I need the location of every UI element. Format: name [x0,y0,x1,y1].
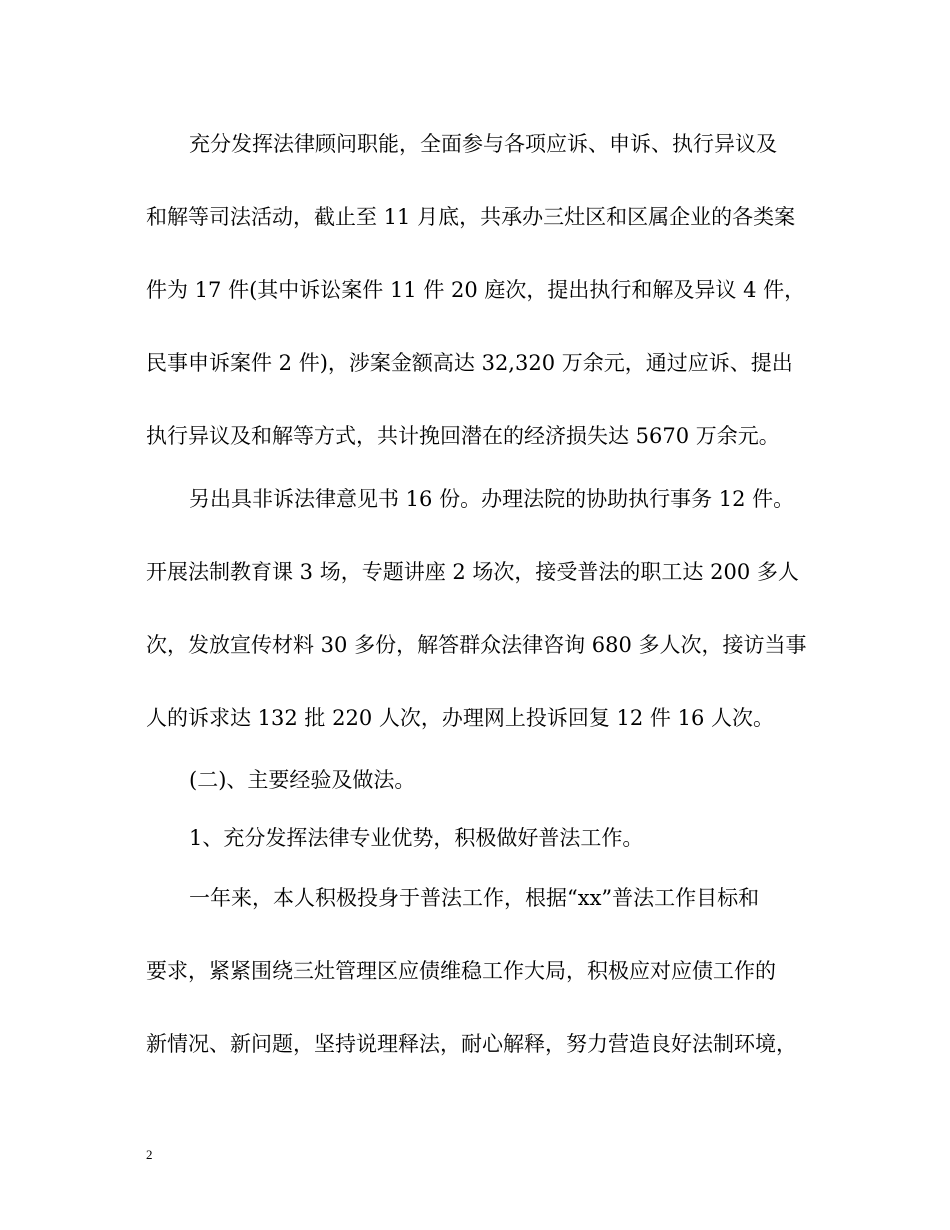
paragraph-line: 要求，紧紧围绕三灶管理区应债维稳工作大局，积极应对应债工作的 [146,959,776,983]
paragraph-line: 新情况、新问题，坚持说理释法，耐心解释，努力营造良好法制环境， [146,1032,797,1056]
paragraph-line: 一年来，本人积极投身于普法工作，根据“xx”普法工作目标和 [189,886,760,910]
paragraph-line: 民事申诉案件 2 件)，涉案金额高达 32,320 万余元，通过应诉、提出 [146,351,793,375]
page-number: 2 [146,1147,153,1162]
paragraph-line: 次，发放宣传材料 30 多份，解答群众法律咨询 680 多人次，接访当事 [146,633,807,657]
paragraph-line: 另出具非诉法律意见书 16 份。办理法院的协助执行事务 12 件。 [189,487,795,511]
paragraph-line: 开展法制教育课 3 场，专题讲座 2 场次，接受普法的职工达 200 多人 [146,560,799,584]
paragraph-line: 充分发挥法律顾问职能，全面参与各项应诉、申诉、执行异议及 [189,132,777,156]
paragraph-line: 人的诉求达 132 批 220 人次，办理网上投诉回复 12 件 16 人次。 [146,706,775,730]
subsection-heading: 1、充分发挥法律专业优势，积极做好普法工作。 [189,826,644,850]
paragraph-line: 和解等司法活动，截止至 11 月底，共承办三灶区和区属企业的各类案 [146,205,796,229]
paragraph-line: 执行异议及和解等方式，共计挽回潜在的经济损失达 5670 万余元。 [146,424,780,448]
paragraph-line: 件为 17 件(其中诉讼案件 11 件 20 庭次，提出执行和解及异议 4 件， [146,278,806,302]
section-heading: (二)、主要经验及做法。 [189,768,416,792]
